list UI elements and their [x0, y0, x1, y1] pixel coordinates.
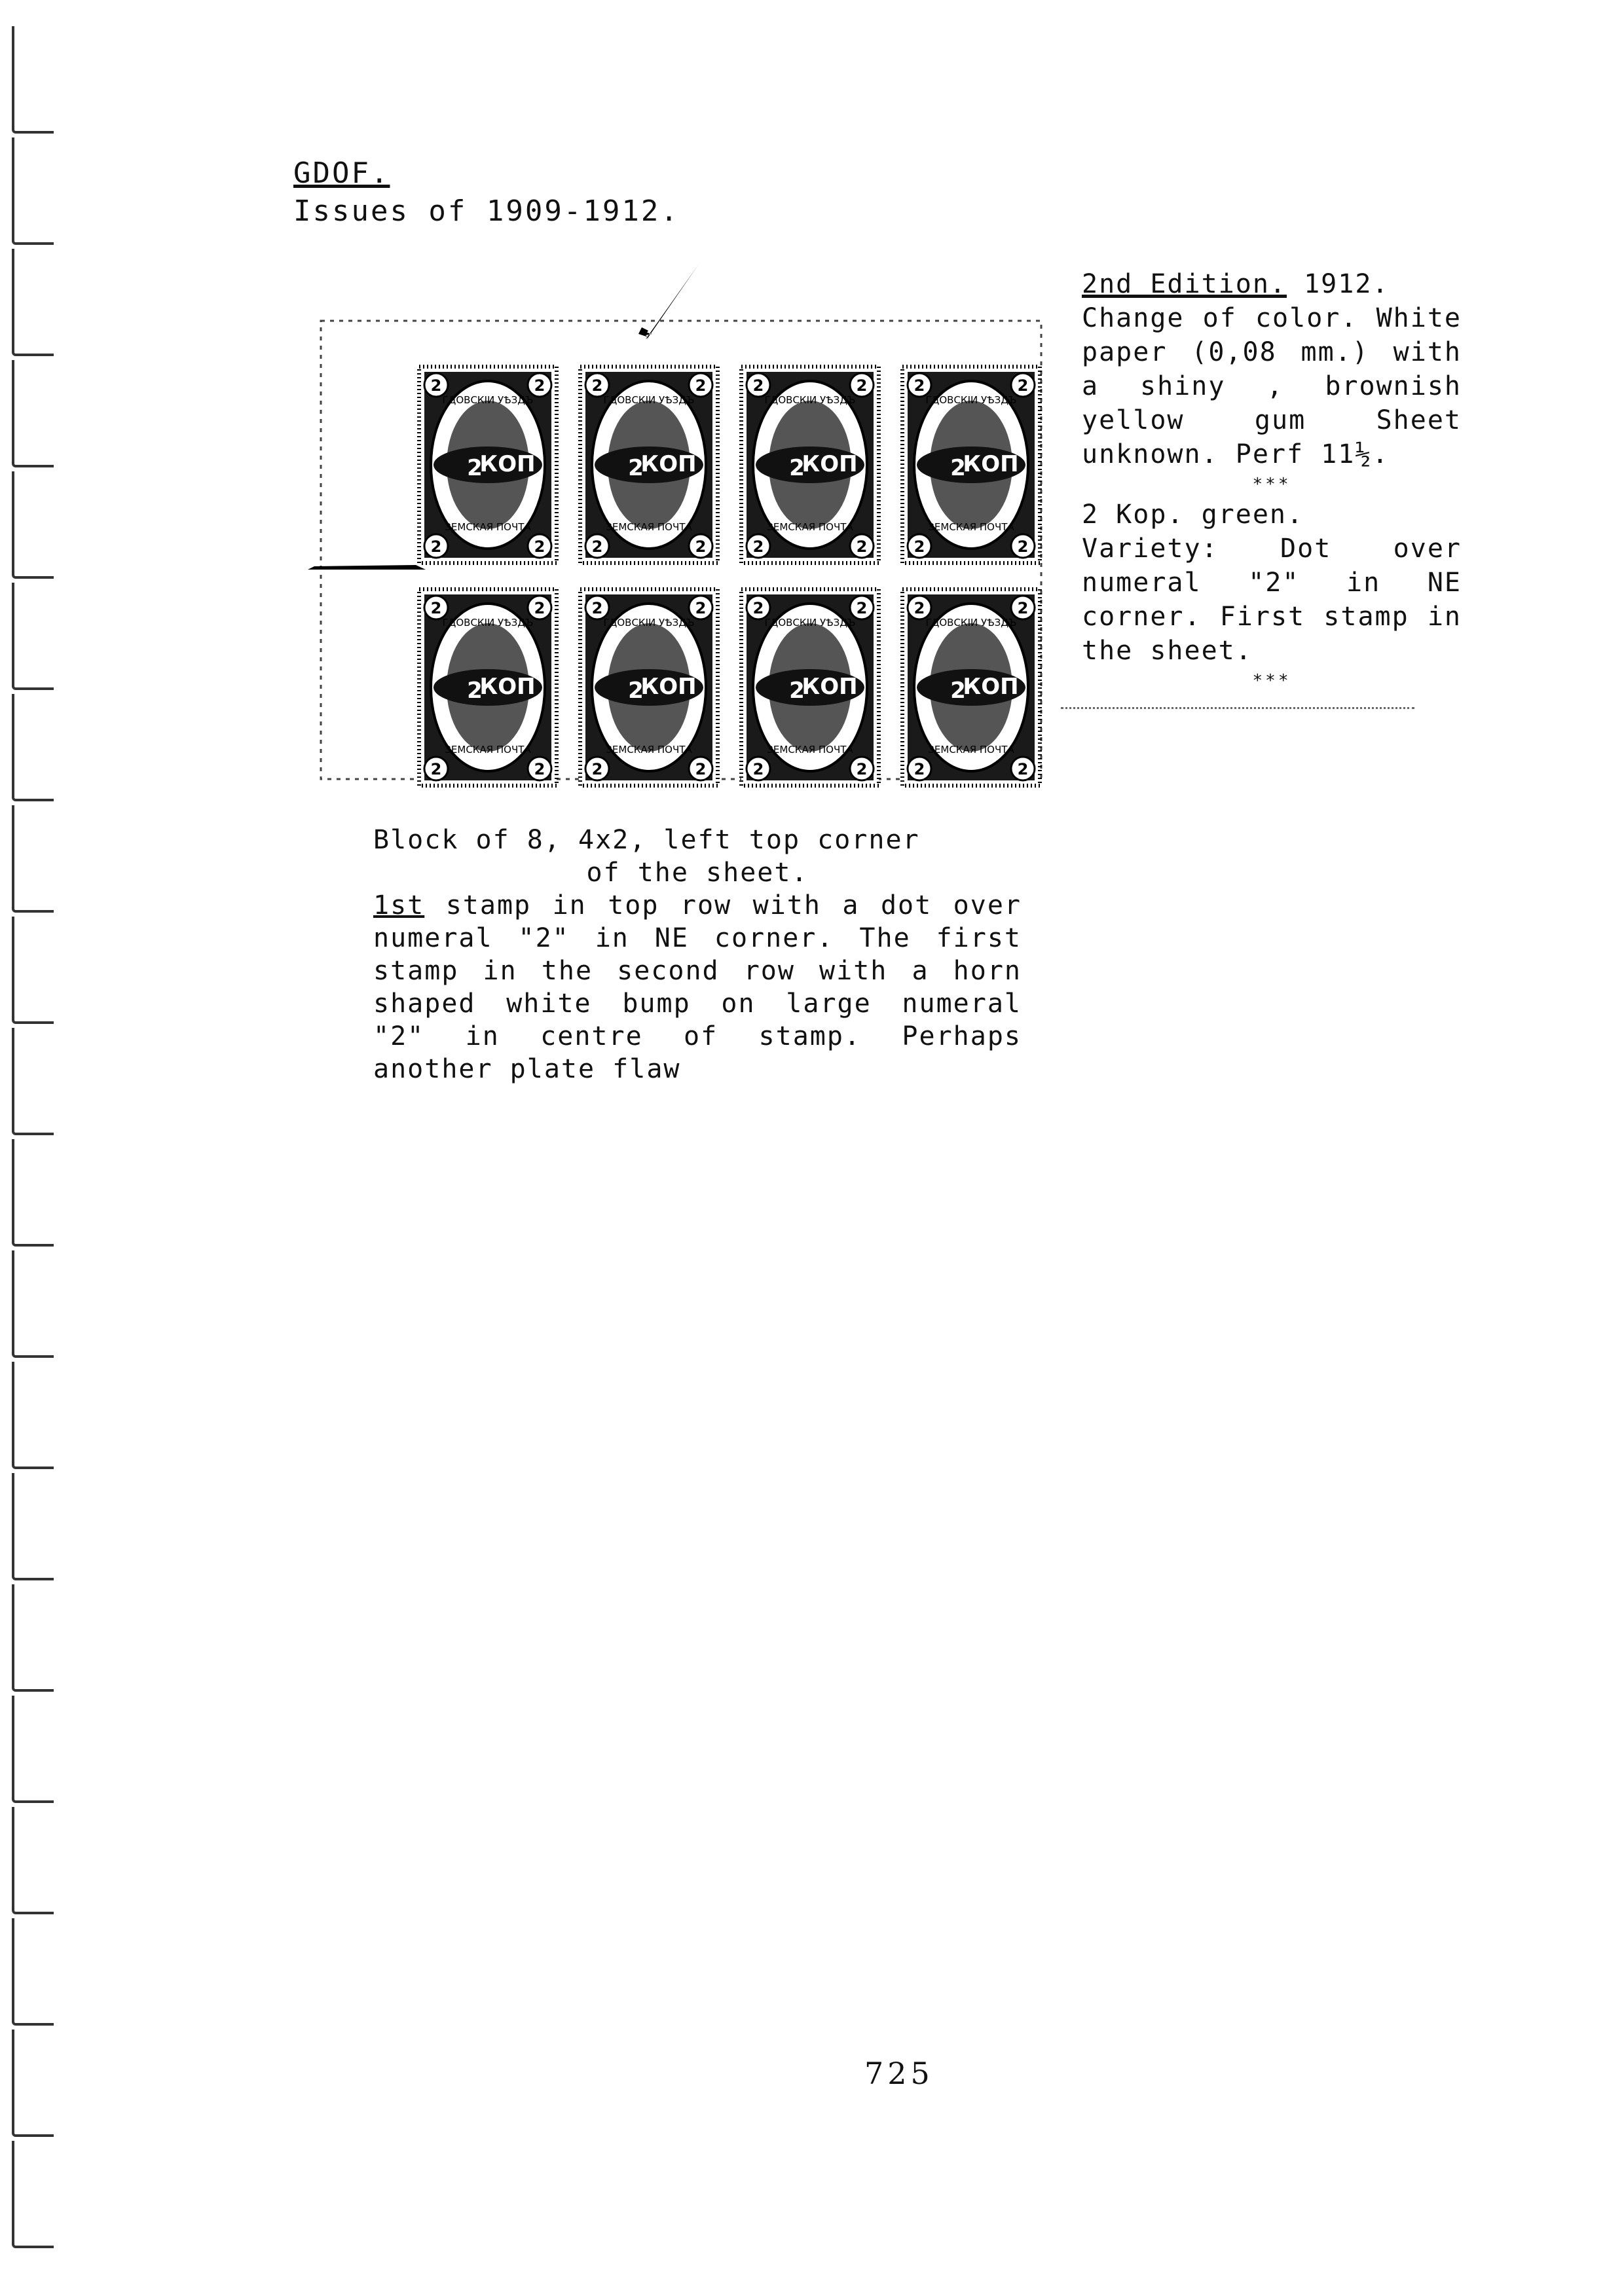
corner-numeral: 2	[752, 376, 764, 395]
arrow-pointer-left	[308, 565, 426, 570]
corner-numeral: 2	[591, 538, 603, 556]
dotted-rule	[1061, 707, 1414, 709]
stamp-top-legend: ГДОВСКIИ УѢЗДЪ	[925, 394, 1017, 406]
stamp	[741, 589, 879, 786]
stamp-bottom-legend: ЗЕМСКАЯ ПОЧТА	[445, 521, 531, 533]
corner-numeral: 2	[534, 760, 545, 778]
page-header	[293, 155, 680, 230]
corner-numeral: 2	[430, 760, 442, 778]
corner-numeral: 2	[752, 599, 764, 617]
stamp-unit: КОП	[640, 674, 697, 700]
stamp	[902, 367, 1040, 563]
stamp	[580, 367, 718, 563]
corner-numeral: 2	[1017, 376, 1029, 395]
edition-heading: 2nd Edition.	[1082, 269, 1287, 299]
stamp-unit: КОП	[640, 451, 697, 477]
corner-numeral: 2	[591, 599, 603, 617]
corner-numeral: 2	[695, 599, 707, 617]
stamp-unit: КОП	[802, 451, 858, 477]
stamp	[419, 589, 557, 786]
corner-numeral: 2	[752, 538, 764, 556]
corner-numeral: 2	[591, 376, 603, 395]
corner-numeral: 2	[752, 760, 764, 778]
corner-numeral: 2	[1017, 760, 1029, 778]
corner-numeral: 2	[534, 376, 545, 395]
caption-body: stamp in top row with a dot over numeral "2" in NE corner. The first stamp in the second row with a horn shaped white bump on large numeral "2" in centre of stamp. Perhaps another plate flaw	[373, 890, 1022, 1084]
corner-numeral: 2	[695, 760, 707, 778]
stamp-unit: КОП	[963, 674, 1019, 700]
stamp-denomination: 2 Kop. green.	[1082, 500, 1304, 530]
corner-numeral: 2	[534, 599, 545, 617]
corner-numeral: 2	[695, 538, 707, 556]
stamp-top-legend: ГДОВСКIИ УѢЗДЪ	[603, 617, 695, 629]
corner-numeral: 2	[1017, 538, 1029, 556]
stamp-block-illustration	[308, 262, 1054, 799]
corner-numeral: 2	[913, 760, 925, 778]
edition-note	[1082, 267, 1462, 694]
page-title: GDOF.	[293, 156, 390, 190]
page-subtitle: Issues of 1909-1912.	[293, 194, 680, 228]
binding-holes	[0, 0, 79, 2296]
caption-line-1: Block of 8, 4x2, left top corner	[373, 825, 920, 855]
stamp-value: 2	[789, 678, 805, 704]
variety-note: Variety: Dot over numeral "2" in NE corner. First stamp in the sheet.	[1082, 534, 1462, 666]
stamp-value: 2	[789, 455, 805, 481]
stamp-bottom-legend: ЗЕМСКАЯ ПОЧТА	[767, 521, 853, 533]
page-number: 725	[864, 2056, 934, 2091]
edition-description: Change of color. White paper (0,08 mm.) with a shiny , brownish yellow gum Sheet unknown. Perf 11½.	[1082, 303, 1462, 469]
stamp-top-legend: ГДОВСКIИ УѢЗДЪ	[442, 394, 534, 406]
stamp	[580, 589, 718, 786]
stamp-value: 2	[950, 455, 966, 481]
stamp-value: 2	[467, 678, 483, 704]
stamp-unit: КОП	[479, 674, 536, 700]
stamp-value: 2	[628, 455, 644, 481]
stamp	[902, 589, 1040, 786]
stamp-bottom-legend: ЗЕМСКАЯ ПОЧТА	[445, 744, 531, 756]
stamp-bottom-legend: ЗЕМСКАЯ ПОЧТА	[928, 744, 1014, 756]
corner-numeral: 2	[1017, 599, 1029, 617]
stamp-unit: КОП	[479, 451, 536, 477]
stamp	[741, 367, 879, 563]
stamp-value: 2	[467, 455, 483, 481]
stamp-bottom-legend: ЗЕМСКАЯ ПОЧТА	[767, 744, 853, 756]
corner-numeral: 2	[856, 538, 868, 556]
corner-numeral: 2	[856, 376, 868, 395]
corner-numeral: 2	[695, 376, 707, 395]
stamp-unit: КОП	[802, 674, 858, 700]
corner-numeral: 2	[430, 376, 442, 395]
stamp	[419, 367, 557, 563]
stamp-top-legend: ГДОВСКIИ УѢЗДЪ	[764, 617, 856, 629]
caption-line-2: of the sheet.	[586, 858, 809, 888]
corner-numeral: 2	[430, 538, 442, 556]
corner-numeral: 2	[591, 760, 603, 778]
stamp-unit: КОП	[963, 451, 1019, 477]
stamp-bottom-legend: ЗЕМСКАЯ ПОЧТА	[606, 521, 692, 533]
corner-numeral: 2	[913, 538, 925, 556]
corner-numeral: 2	[534, 538, 545, 556]
stamp-top-legend: ГДОВСКIИ УѢЗДЪ	[764, 394, 856, 406]
corner-numeral: 2	[913, 376, 925, 395]
edition-year: 1912.	[1304, 269, 1390, 299]
stamp-bottom-legend: ЗЕМСКАЯ ПОЧТА	[606, 744, 692, 756]
stamp-bottom-legend: ЗЕМСКАЯ ПОЧТА	[928, 521, 1014, 533]
stamp-top-legend: ГДОВСКIИ УѢЗДЪ	[442, 617, 534, 629]
corner-numeral: 2	[856, 760, 868, 778]
block-caption	[373, 824, 1022, 1085]
stamp-block-svg	[308, 262, 1054, 799]
stamp-value: 2	[628, 678, 644, 704]
separator-stars-2: ***	[1252, 671, 1291, 691]
stamp-top-legend: ГДОВСКIИ УѢЗДЪ	[603, 394, 695, 406]
corner-numeral: 2	[913, 599, 925, 617]
caption-ordinal: 1st	[373, 890, 425, 920]
corner-numeral: 2	[856, 599, 868, 617]
stamp-value: 2	[950, 678, 966, 704]
arrow-pointer-top	[638, 265, 698, 339]
stamp-top-legend: ГДОВСКIИ УѢЗДЪ	[925, 617, 1017, 629]
separator-stars: ***	[1252, 475, 1291, 494]
corner-numeral: 2	[430, 599, 442, 617]
